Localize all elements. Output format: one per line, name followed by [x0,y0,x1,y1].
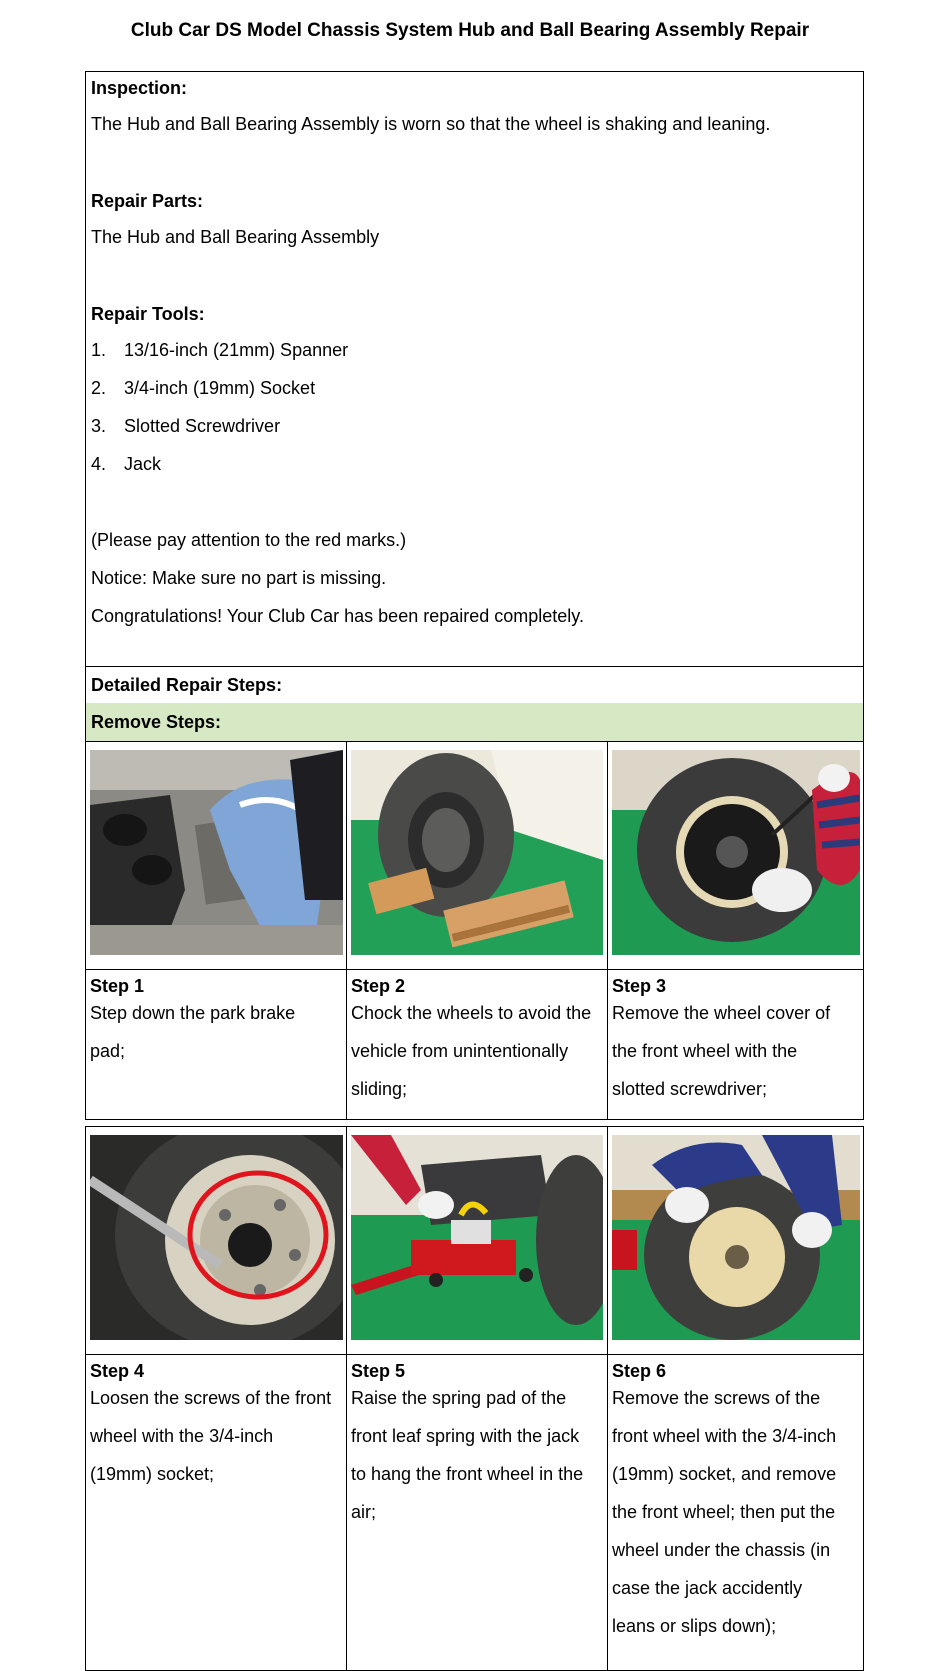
tool-list-item: 1. 13/16-inch (21mm) Spanner [91,340,349,360]
step-6-photo [612,1135,860,1340]
step-3-text: Remove the wheel cover of the front wheel with the slotted screwdriver; [612,1003,831,1099]
step-1-title: Step 1 [90,976,145,996]
step-5-title: Step 5 [351,1361,406,1381]
tool-list-item: 4. Jack [91,454,162,474]
repair-parts-text: The Hub and Ball Bearing Assembly [91,227,380,247]
step-6-text: Remove the screws of the front wheel with the 3/4-inch (19mm) socket, and remove the front wheel; then put the wheel under the chassis (in case the jack accidently leans or slips down); [612,1388,837,1636]
step-2-title: Step 2 [351,976,406,996]
step-5-photo [351,1135,603,1340]
step-4-title: Step 4 [90,1361,145,1381]
tool-list-item: 3. Slotted Screwdriver [91,416,281,436]
steps-grid-1 [85,741,864,1120]
step-3-photo [612,750,860,955]
steps-grid-2 [85,1126,864,1671]
repair-tools-heading: Repair Tools: [91,304,205,324]
inspection-heading: Inspection: [91,78,188,98]
step-6-title: Step 6 [612,1361,667,1381]
inspection-text: The Hub and Ball Bearing Assembly is worn so that the wheel is shaking and leaning. [91,114,771,134]
step-2-text: Chock the wheels to avoid the vehicle from unintentionally sliding; [351,1003,592,1099]
attention-note: (Please pay attention to the red marks.) [91,530,407,550]
detailed-steps-header: Detailed Repair Steps: [85,666,864,704]
step-5-text: Raise the spring pad of the front leaf spring with the jack to hang the front wheel in the air; [351,1388,584,1522]
step-2-photo [351,750,603,955]
repair-parts-heading: Repair Parts: [91,191,204,211]
step-1-text: Step down the park brake pad; [90,1003,296,1061]
remove-steps-header: Remove Steps: [85,703,864,742]
tool-list-item: 2. 3/4-inch (19mm) Socket [91,378,316,398]
notice-note: Notice: Make sure no part is missing. [91,568,387,588]
step-1-photo [90,750,343,955]
info-section [85,71,864,667]
step-4-text: Loosen the screws of the front wheel with the 3/4-inch (19mm) socket; [90,1388,332,1484]
step-3-title: Step 3 [612,976,667,996]
document-title: Club Car DS Model Chassis System Hub and Ball Bearing Assembly Repair [130,20,810,41]
step-4-photo [90,1135,343,1340]
congratulations-note: Congratulations! Your Club Car has been repaired completely. [91,606,584,626]
